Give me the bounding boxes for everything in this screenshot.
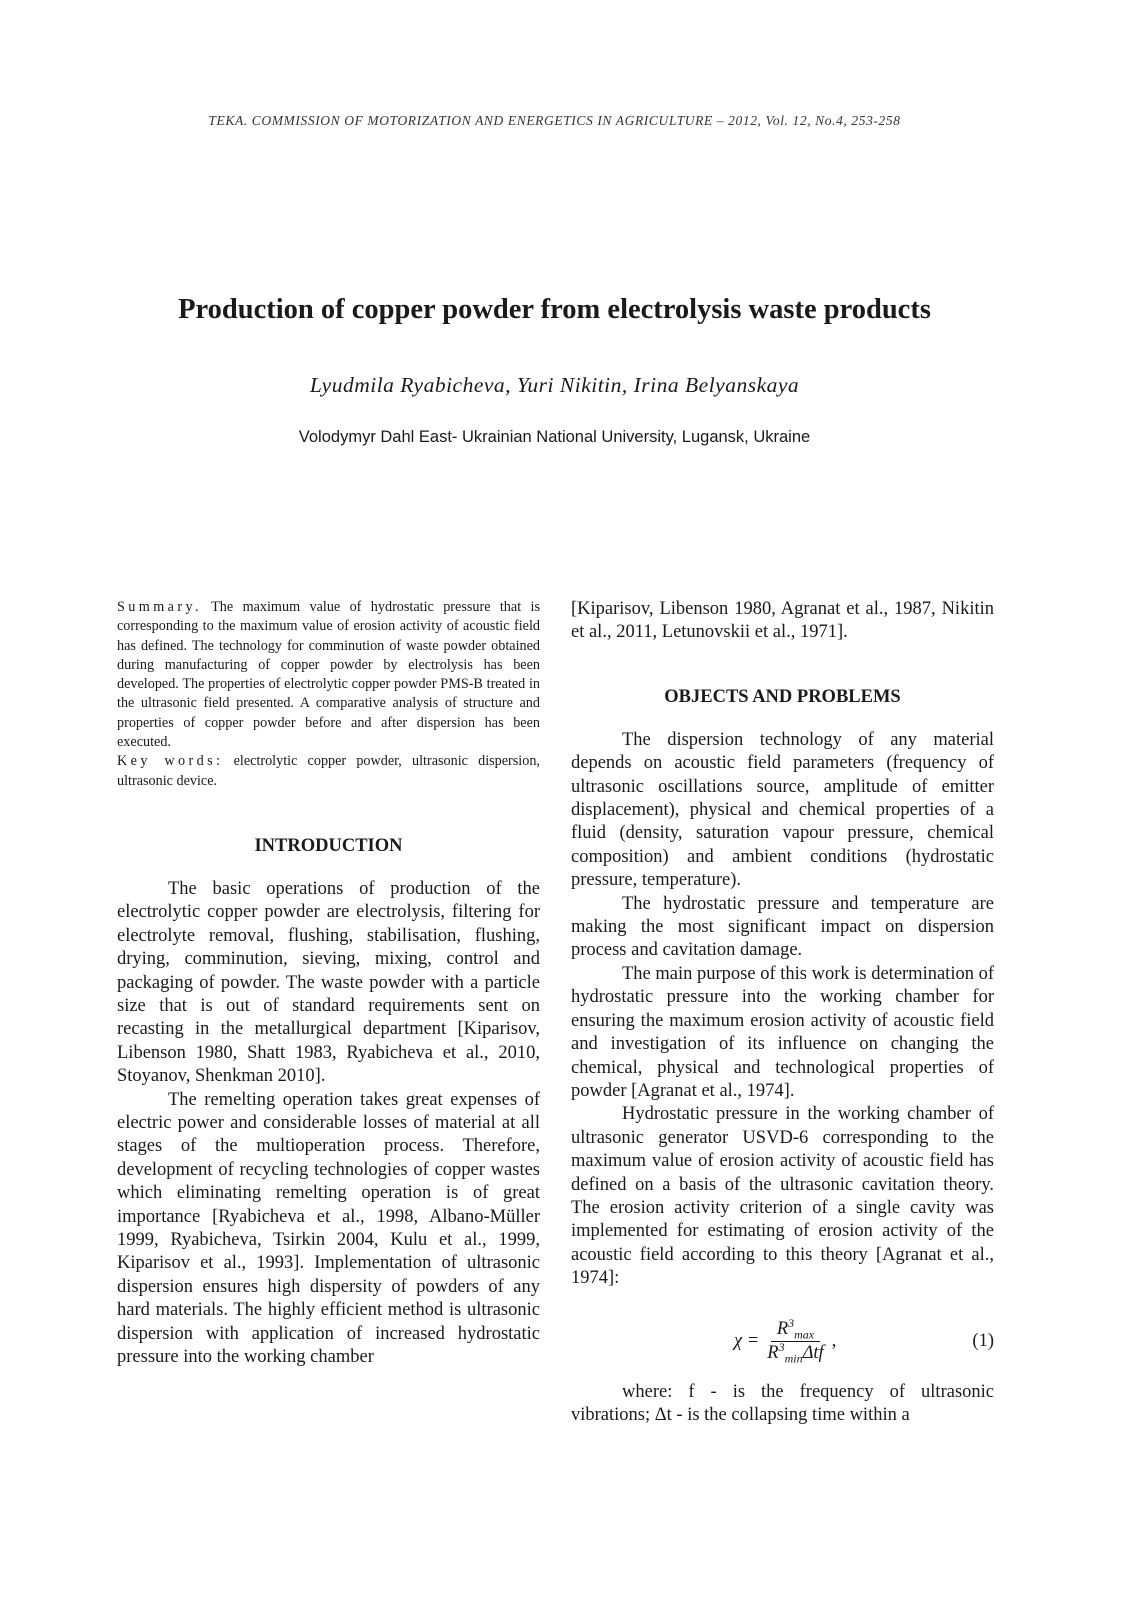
objects-paragraph-3: The main purpose of this work is determination of hydrostatic pressure into the working chamber for ensuring the maximum erosion activity of acoustic field and investigation of its influence on changing the chemical, physical and technological properties of powder [Agranat et al., 1974]. (571, 963, 994, 1101)
equation-formula (734, 1315, 837, 1366)
abstract-keywords (117, 752, 540, 791)
objects-heading: OBJECTS AND PROBLEMS (664, 686, 901, 707)
authors: Lyudmila Ryabicheva, Yuri Nikitin, Irina Belyanskaya (309, 373, 800, 397)
den-sub: min (784, 1351, 803, 1366)
intro-paragraph-2-continued: [Kiparisov, Libenson 1980, Agranat et al., 1987, Nikitin et al., 2011, Letunovskii et al., 1971]. (571, 599, 994, 643)
den-tail: Δtf (802, 1342, 824, 1363)
abstract-summary (117, 598, 540, 752)
introduction-heading: INTRODUCTION (254, 835, 403, 856)
left-column (117, 598, 540, 1370)
affiliation: Volodymyr Dahl East- Ukrainian National University, Lugansk, Ukraine (298, 428, 811, 446)
num-sub: max (794, 1327, 815, 1342)
right-column (571, 598, 994, 1427)
running-head: TEKA. COMMISSION OF MOTORIZATION AND ENERGETICS IN AGRICULTURE – 2012, Vol. 12, No.4, 253-258 (208, 113, 901, 128)
objects-paragraph-5: where: f - is the frequency of ultrasonic vibrations; Δt - is the collapsing time within a (571, 1381, 994, 1425)
equation-trail: , (831, 1330, 837, 1351)
summary-text: The maximum value of hydrostatic pressure that is corresponding to the maximum value of erosion activity of acoustic field has defined. The technology for comminution of waste powder obtained during manufacturing of copper powder by electrolysis has been developed. The properties of electrolytic copper powder PMS-B treated in the ultrasonic field presented. A comparative analysis of structure and properties of copper powder before and after dispersion has been executed. (117, 599, 540, 751)
paper-title: Production of copper powder from electrolysis waste products (178, 294, 931, 325)
objects-paragraph-2: The hydrostatic pressure and temperature are making the most significant impact on dispersion process and cavitation damage. (571, 893, 994, 961)
den-sup: 3 (778, 1339, 785, 1354)
equation-1 (571, 1311, 994, 1381)
den-base: R (767, 1342, 779, 1363)
intro-paragraph-1: The basic operations of production of the electrolytic copper powder are electrolysis, filtering for electrolyte removal, flushing, stabilisation, flushing, drying, comminution, sieving, mixing, control and packaging of powder. The waste powder with a particle size that is out of standard requirements sent on recasting in the metallurgical department [Kiparisov, Libenson 1980, Shatt 1983, Ryabicheva et al., 2010, Stoyanov, Shenkman 2010]. (117, 878, 540, 1087)
equation-numerator (771, 1315, 820, 1342)
equation-lhs: χ = (734, 1330, 760, 1351)
objects-paragraph-1: The dispersion technology of any material depends on acoustic field parameters (frequency of ultrasonic oscillations source, amplitude of emitter displacement), physical and chemical properties of a fluid (density, saturation vapour pressure, chemical composition) and ambient conditions (hydrostatic pressure, temperature). (571, 729, 994, 891)
keywords-text: electrolytic copper powder, ultrasonic dispersion, ultrasonic device. (117, 753, 540, 789)
intro-paragraph-2: The remelting operation takes great expenses of electric power and considerable losses of material at all stages of the multioperation process. Therefore, development of recycling technologies of copper wastes which eliminating remelting operation is of great importance [Ryabicheva et al., 1998, Albano-Müller 1999, Ryabicheva, Tsirkin 2004, Kulu et al., 1999, Kiparisov et al., 1993]. Implementation of ultrasonic dispersion ensures high dispersity of powders of any hard materials. The highly efficient method is ultrasonic dispersion with application of increased hydrostatic pressure into the working chamber (117, 1089, 540, 1368)
keywords-label: Key words: (117, 753, 224, 770)
equation-denominator (763, 1339, 827, 1366)
summary-label: Summary. (117, 599, 202, 615)
equation-fraction (763, 1315, 827, 1366)
equation-number: (1) (972, 1330, 994, 1351)
num-base: R (776, 1318, 789, 1339)
objects-paragraph-4: Hydrostatic pressure in the working chamber of ultrasonic generator USVD-6 corresponding to the maximum value of erosion activity of acoustic field has defined on a basis of the ultrasonic cavitation theory. The erosion activity criterion of a single cavity was implemented for estimating of erosion activity of the acoustic field according to this theory [Agranat et al., 1974]: (571, 1104, 994, 1289)
num-sup: 3 (788, 1315, 795, 1330)
